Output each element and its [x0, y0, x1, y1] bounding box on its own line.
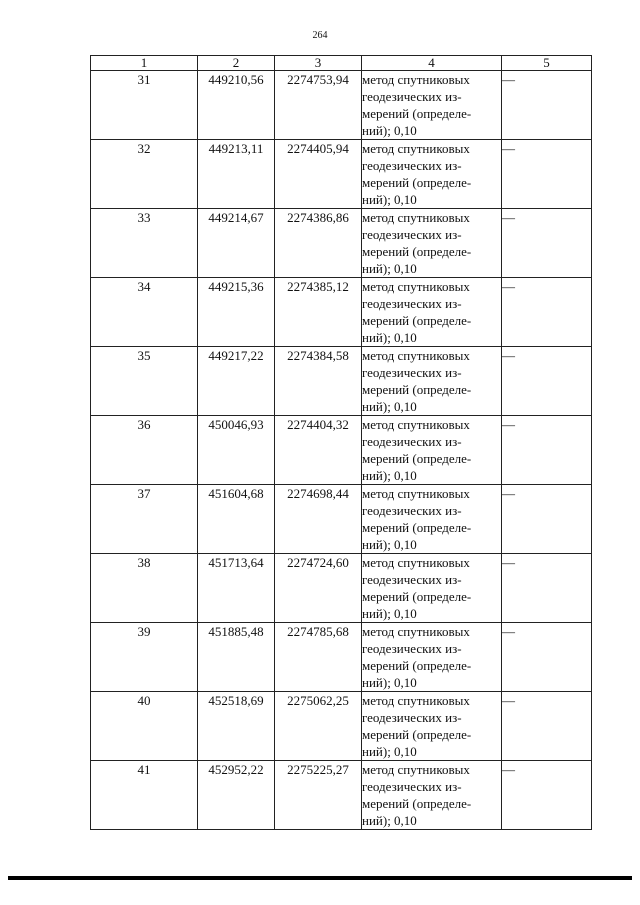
x-coordinate-cell: 451604,68: [198, 485, 275, 554]
x-coordinate-cell: 449214,67: [198, 209, 275, 278]
table-row: [91, 554, 592, 623]
method-line: геодезических из-: [362, 641, 462, 656]
method-line: геодезических из-: [362, 434, 462, 449]
method-line: метод спутниковых: [362, 279, 470, 294]
method-cell: [362, 554, 502, 623]
method-cell: [362, 692, 502, 761]
table-row: [91, 416, 592, 485]
method-line: мерений (определе-: [362, 796, 472, 811]
method-cell: [362, 278, 502, 347]
method-line: мерений (определе-: [362, 382, 472, 397]
point-number-cell: 37: [91, 485, 198, 554]
y-coordinate-cell: 2274385,12: [275, 278, 362, 347]
x-coordinate-cell: 452952,22: [198, 761, 275, 830]
method-cell: [362, 347, 502, 416]
method-line: геодезических из-: [362, 158, 462, 173]
table-row: [91, 71, 592, 140]
y-coordinate-cell: 2274404,32: [275, 416, 362, 485]
method-line: ний); 0,10: [362, 261, 417, 276]
note-cell: —: [502, 692, 592, 761]
method-line: метод спутниковых: [362, 624, 470, 639]
method-line: метод спутниковых: [362, 693, 470, 708]
point-number-cell: 39: [91, 623, 198, 692]
point-number-cell: 33: [91, 209, 198, 278]
method-line: метод спутниковых: [362, 762, 470, 777]
table-row: [91, 761, 592, 830]
method-line: мерений (определе-: [362, 175, 472, 190]
method-line: ний); 0,10: [362, 744, 417, 759]
note-cell: —: [502, 761, 592, 830]
note-cell: —: [502, 416, 592, 485]
method-line: мерений (определе-: [362, 727, 472, 742]
method-line: мерений (определе-: [362, 589, 472, 604]
method-line: ний); 0,10: [362, 192, 417, 207]
method-cell: [362, 71, 502, 140]
x-coordinate-cell: 449215,36: [198, 278, 275, 347]
header-col-5: 5: [502, 56, 592, 71]
header-col-2: 2: [198, 56, 275, 71]
header-col-3: 3: [275, 56, 362, 71]
method-cell: [362, 416, 502, 485]
method-cell: [362, 761, 502, 830]
header-col-1: 1: [91, 56, 198, 71]
method-line: геодезических из-: [362, 779, 462, 794]
method-line: ний); 0,10: [362, 399, 417, 414]
method-cell: [362, 140, 502, 209]
table-row: [91, 692, 592, 761]
method-line: мерений (определе-: [362, 244, 472, 259]
method-line: ний); 0,10: [362, 123, 417, 138]
x-coordinate-cell: 449213,11: [198, 140, 275, 209]
method-line: мерений (определе-: [362, 658, 472, 673]
method-line: геодезических из-: [362, 710, 462, 725]
y-coordinate-cell: 2275062,25: [275, 692, 362, 761]
x-coordinate-cell: 452518,69: [198, 692, 275, 761]
x-coordinate-cell: 451713,64: [198, 554, 275, 623]
method-line: мерений (определе-: [362, 106, 472, 121]
point-number-cell: 32: [91, 140, 198, 209]
method-line: геодезических из-: [362, 572, 462, 587]
y-coordinate-cell: 2274405,94: [275, 140, 362, 209]
method-cell: [362, 623, 502, 692]
coordinates-table: [90, 55, 592, 830]
table-header: [91, 56, 592, 71]
note-cell: —: [502, 347, 592, 416]
table-body: [91, 71, 592, 830]
method-line: метод спутниковых: [362, 141, 470, 156]
table-row: [91, 623, 592, 692]
table-row: [91, 209, 592, 278]
method-line: ний); 0,10: [362, 813, 417, 828]
method-line: геодезических из-: [362, 89, 462, 104]
point-number-cell: 34: [91, 278, 198, 347]
table-row: [91, 140, 592, 209]
header-row: [91, 56, 592, 71]
table-row: [91, 485, 592, 554]
method-line: геодезических из-: [362, 296, 462, 311]
y-coordinate-cell: 2274724,60: [275, 554, 362, 623]
note-cell: —: [502, 623, 592, 692]
x-coordinate-cell: 449210,56: [198, 71, 275, 140]
method-line: метод спутниковых: [362, 555, 470, 570]
method-line: мерений (определе-: [362, 520, 472, 535]
method-line: мерений (определе-: [362, 451, 472, 466]
y-coordinate-cell: 2274785,68: [275, 623, 362, 692]
note-cell: —: [502, 554, 592, 623]
method-line: геодезических из-: [362, 365, 462, 380]
y-coordinate-cell: 2275225,27: [275, 761, 362, 830]
method-cell: [362, 209, 502, 278]
method-line: метод спутниковых: [362, 486, 470, 501]
point-number-cell: 41: [91, 761, 198, 830]
method-line: ний); 0,10: [362, 468, 417, 483]
method-line: ний); 0,10: [362, 675, 417, 690]
point-number-cell: 38: [91, 554, 198, 623]
method-line: метод спутниковых: [362, 417, 470, 432]
method-line: метод спутниковых: [362, 348, 470, 363]
header-col-4: 4: [362, 56, 502, 71]
x-coordinate-cell: 451885,48: [198, 623, 275, 692]
y-coordinate-cell: 2274384,58: [275, 347, 362, 416]
method-cell: [362, 485, 502, 554]
method-line: геодезических из-: [362, 503, 462, 518]
x-coordinate-cell: 450046,93: [198, 416, 275, 485]
method-line: метод спутниковых: [362, 72, 470, 87]
page-number: 264: [312, 30, 328, 41]
method-line: ний); 0,10: [362, 537, 417, 552]
point-number-cell: 36: [91, 416, 198, 485]
point-number-cell: 35: [91, 347, 198, 416]
method-line: геодезических из-: [362, 227, 462, 242]
method-line: метод спутниковых: [362, 210, 470, 225]
note-cell: —: [502, 71, 592, 140]
note-cell: —: [502, 209, 592, 278]
bottom-divider: [8, 876, 632, 880]
note-cell: —: [502, 485, 592, 554]
x-coordinate-cell: 449217,22: [198, 347, 275, 416]
point-number-cell: 40: [91, 692, 198, 761]
method-line: мерений (определе-: [362, 313, 472, 328]
table-row: [91, 347, 592, 416]
y-coordinate-cell: 2274386,86: [275, 209, 362, 278]
method-line: ний); 0,10: [362, 330, 417, 345]
y-coordinate-cell: 2274753,94: [275, 71, 362, 140]
method-line: ний); 0,10: [362, 606, 417, 621]
y-coordinate-cell: 2274698,44: [275, 485, 362, 554]
note-cell: —: [502, 278, 592, 347]
point-number-cell: 31: [91, 71, 198, 140]
note-cell: —: [502, 140, 592, 209]
table-row: [91, 278, 592, 347]
